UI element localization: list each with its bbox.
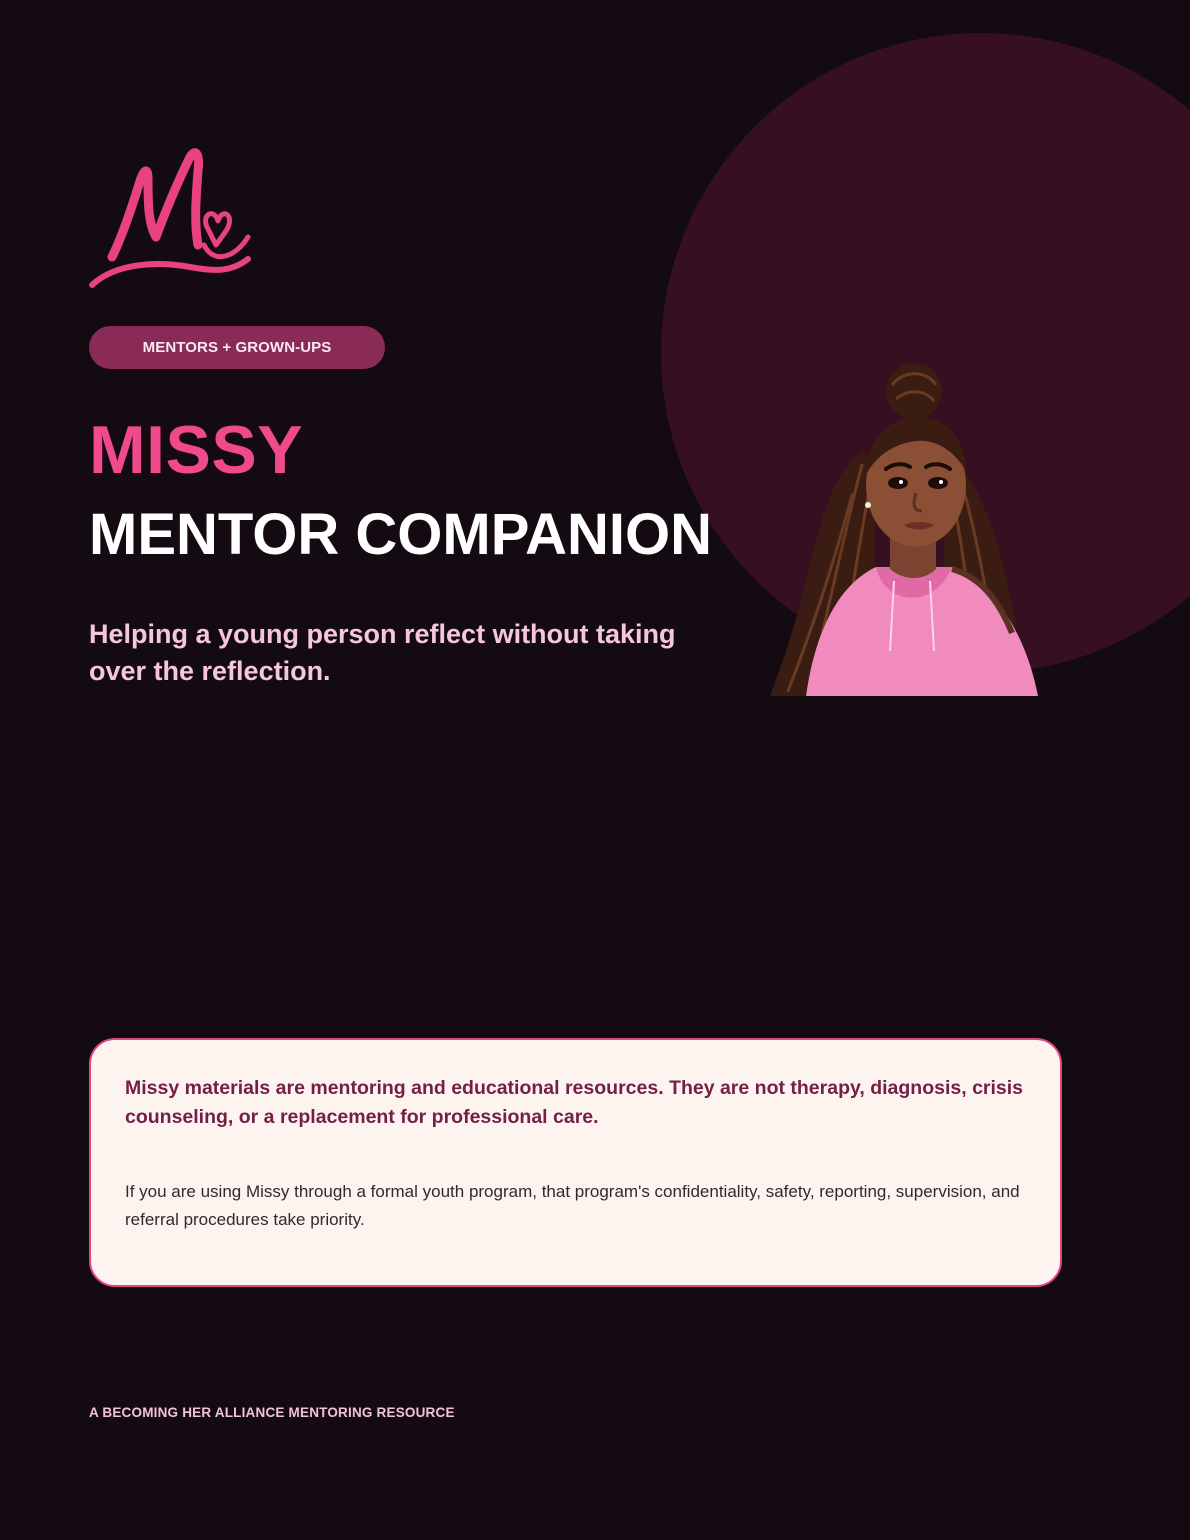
m-heart-logo-icon [86,145,256,295]
page-subtitle: Helping a young person reflect without taking over the reflection. [89,619,676,686]
footer-credit: A BECOMING HER ALLIANCE MENTORING RESOURCE [89,1405,455,1420]
page-title-secondary: MENTOR COMPANION [89,502,712,567]
page-title: MISSY [89,412,304,488]
audience-badge: MENTORS + GROWN-UPS [89,326,385,369]
girl-portrait-illustration [766,355,1056,696]
disclaimer-body: If you are using Missy through a formal youth program, that program's confidentiality, safety, reporting, supervision, and referral procedures take priority. [125,1182,1020,1229]
disclaimer-card [89,1038,1062,1287]
disclaimer-highlight: Missy materials are mentoring and educational resources. They are not therapy, diagnosis, crisis counseling, or a replacement for professional care. [125,1077,1024,1128]
